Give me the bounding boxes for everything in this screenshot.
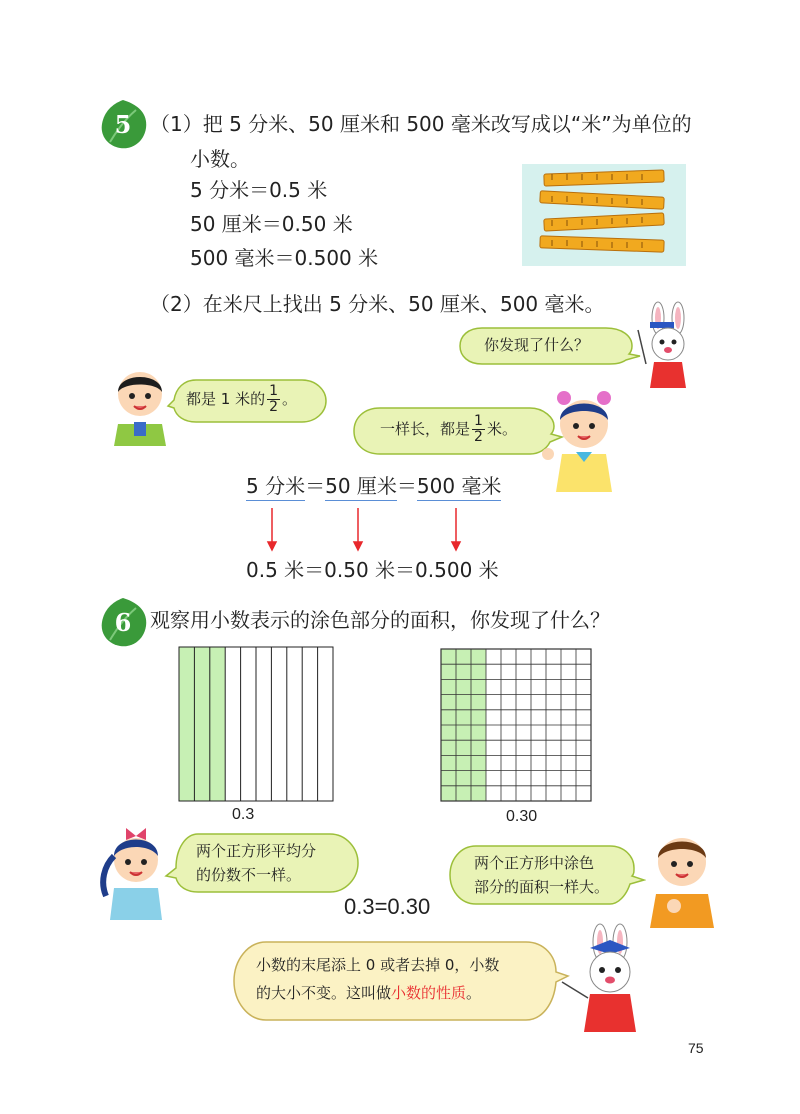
shaded-strip — [210, 647, 225, 801]
shaded-strip — [194, 647, 209, 801]
part-label: （2） — [150, 292, 203, 316]
bunny-teacher-icon — [560, 922, 656, 1034]
girl-statement — [380, 414, 517, 445]
shaded-strip — [179, 647, 194, 801]
part2-text: 在米尺上找出 5 分米、50 厘米、500 毫米。 — [202, 292, 605, 316]
fraction-denominator: 2 — [269, 399, 279, 415]
equals-sign: ＝ — [305, 474, 326, 498]
girl-bubble-line2: 的份数不一样。 — [196, 866, 302, 884]
decimal-equation: 0.3=0.30 — [344, 894, 431, 919]
problem-5-part1 — [150, 110, 692, 138]
grid1-caption: 0.3 — [232, 806, 255, 823]
boy-statement-text: 都是 1 米的 — [186, 390, 266, 408]
conversion-arrows — [260, 506, 470, 552]
rule-line2 — [256, 982, 481, 1004]
boy-bubble-line2: 部分的面积一样大。 — [474, 878, 610, 896]
rule-line2-text: 的大小不变。这叫做 — [256, 984, 392, 1002]
girl-character-icon — [540, 388, 630, 492]
equals-sign: ＝ — [396, 474, 417, 498]
problem-6-leaf-icon — [96, 596, 150, 650]
fraction-one-half — [267, 384, 280, 415]
rule-speech-bubble — [226, 936, 570, 1026]
girl-statement-text: 一样长，都是 — [380, 420, 471, 438]
grid2-caption: 0.30 — [506, 808, 538, 825]
hundredths-grid — [440, 648, 592, 802]
fraction-one-half — [472, 414, 485, 445]
boy-statement — [186, 384, 297, 415]
term-50cm: 50 厘米 — [325, 474, 397, 501]
bunny-teacher-icon — [636, 300, 702, 390]
fraction-numerator: 1 — [474, 413, 483, 429]
girl-character-icon — [92, 826, 168, 920]
problem-6-text: 观察用小数表示的涂色部分的面积，你发现了什么？ — [150, 608, 610, 632]
bunny-question: 你发现了什么？ — [484, 336, 590, 354]
part1-text-line2: 小数。 — [190, 147, 250, 171]
part1-text: 把 5 分米、50 厘米和 500 毫米改写成以“米”为单位的 — [202, 112, 692, 136]
boy-character-icon — [108, 364, 172, 446]
length-equation-bottom: 0.5 米＝0.50 米＝0.500 米 — [246, 558, 499, 582]
term-5dm: 5 分米 — [246, 474, 305, 501]
boy-statement-suffix: 。 — [282, 390, 298, 408]
equation-5dm: 5 分米＝0.5 米 — [190, 178, 328, 202]
boy-bubble-line1: 两个正方形中涂色 — [474, 854, 595, 872]
folding-ruler-illustration — [522, 164, 686, 266]
problem-number: 5 — [114, 110, 132, 139]
folding-ruler-image — [522, 164, 686, 266]
fraction-numerator: 1 — [269, 383, 279, 399]
equation-500mm: 500 毫米＝0.500 米 — [190, 246, 379, 270]
problem-number: 6 — [114, 608, 132, 637]
fraction-denominator: 2 — [474, 429, 483, 445]
decimal-property-term: 小数的性质 — [391, 984, 467, 1002]
rule-line1: 小数的末尾添上 0 或者去掉 0，小数 — [256, 956, 500, 974]
length-equation-top — [246, 472, 501, 500]
term-500mm: 500 毫米 — [417, 474, 502, 501]
tenths-grid — [178, 646, 334, 802]
page-number: 75 — [688, 1040, 704, 1056]
rule-line2-suffix: 。 — [466, 984, 482, 1002]
equation-50cm: 50 厘米＝0.50 米 — [190, 212, 353, 236]
girl-statement-suffix: 米。 — [486, 420, 517, 438]
problem-5-part2 — [150, 290, 605, 318]
problem-5-leaf-icon — [96, 98, 150, 152]
part-label: （1） — [150, 112, 203, 136]
boy-character-icon — [644, 832, 720, 928]
girl-bubble-line1: 两个正方形平均分 — [196, 842, 317, 860]
